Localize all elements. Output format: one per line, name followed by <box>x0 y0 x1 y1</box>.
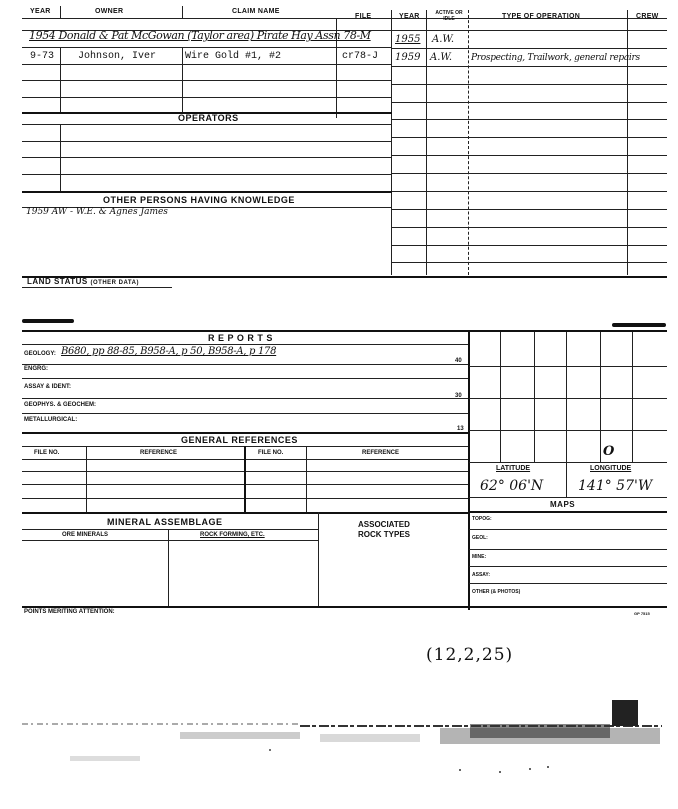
activity-row-1-year: 1955 <box>395 34 421 45</box>
maps-other-label: OTHER (& PHOTOS) <box>472 589 521 595</box>
activity-row-2-year: 1959 <box>395 52 421 63</box>
scan-mark-left <box>22 319 74 323</box>
metallurgical-label: METALLURGICAL: <box>24 417 78 423</box>
assay-ident-label: ASSAY & IDENT: <box>24 384 72 390</box>
col-header-year: YEAR <box>30 8 51 15</box>
owner-row-2-file: cr78-J <box>342 51 379 62</box>
rock-types-label: ROCK TYPES <box>358 530 411 539</box>
reports-number-40: 40 <box>455 358 462 364</box>
owner-row-1: 1954 Donald & Pat McGowan (Taylor area) Pirate Hay Assn 78-M <box>29 29 371 42</box>
col-header-active-idle: ACTIVE OR IDLE <box>435 10 463 22</box>
associated-label: ASSOCIATED <box>358 520 410 529</box>
longitude-label: LONGITUDE <box>590 465 632 472</box>
owner-row-2-year: 9-73 <box>30 51 55 62</box>
col-header-claim-name: CLAIM NAME <box>232 8 280 15</box>
maps-geol-label: GEOL: <box>472 535 488 541</box>
engrg-label: ENGRG: <box>24 366 48 372</box>
form-number: GP 7515 <box>634 611 650 616</box>
maps-topog-label: TOPOG: <box>472 516 492 522</box>
col-header-file: FILE <box>355 13 372 20</box>
other-persons-title: OTHER PERSONS HAVING KNOWLEDGE <box>103 195 295 205</box>
ore-minerals-label: ORE MINERALS <box>62 532 109 538</box>
ref-col-file-no-2: FILE NO. <box>258 450 284 456</box>
handwritten-note: (12,2,25) <box>426 645 514 665</box>
geology-label: GEOLOGY: <box>24 351 56 357</box>
activity-row-1-status: A.W. <box>432 34 455 45</box>
reports-title: R E P O R T S <box>208 333 273 343</box>
reports-number-30: 30 <box>455 393 462 399</box>
col-header-type-of-operation: TYPE OF OPERATION <box>502 13 581 20</box>
activity-row-2-status: A.W. <box>430 52 453 63</box>
reports-number-13: 13 <box>457 426 464 432</box>
points-meriting-attention: POINTS MERITING ATTENTION: <box>24 609 115 615</box>
ref-col-reference: REFERENCE <box>140 450 178 456</box>
maps-mine-label: MINE: <box>472 554 487 560</box>
scan-mark-right <box>612 323 666 327</box>
owner-row-2-owner: Johnson, Iver <box>78 51 157 62</box>
geology-value: B680, pp 88-85, B958-A, p 50, B958-A, p 178 <box>61 346 277 357</box>
latitude-label: LATITUDE <box>496 465 531 472</box>
col-header-year-right: YEAR <box>399 13 420 20</box>
maps-assay-label: ASSAY: <box>472 572 491 578</box>
scan-noise <box>0 690 678 800</box>
geophys-geochem-label: GEOPHYS. & GEOCHEM: <box>24 402 97 408</box>
maps-title: MAPS <box>550 500 576 509</box>
mineral-assemblage-title: MINERAL ASSEMBLAGE <box>107 517 223 527</box>
ref-col-file-no: FILE NO. <box>34 450 60 456</box>
location-marker: O <box>603 444 615 459</box>
longitude-value: 141° 57'W <box>578 478 653 494</box>
activity-row-2-operation: Prospecting, Trailwork, general repairs <box>471 53 640 63</box>
latitude-value: 62° 06'N <box>480 478 544 494</box>
owner-row-2-claim: Wire Gold #1, #2 <box>185 51 282 62</box>
col-header-crew: CREW <box>636 13 659 20</box>
land-status-title: LAND STATUS (OTHER DATA) <box>27 277 139 286</box>
col-header-owner: OWNER <box>95 8 124 15</box>
ref-col-reference-2: REFERENCE <box>362 450 400 456</box>
other-persons-entry: 1959 AW - W.E. & Agnes James <box>26 207 168 217</box>
general-references-title: GENERAL REFERENCES <box>181 435 298 445</box>
rock-forming-label: ROCK FORMING, ETC. <box>200 532 265 538</box>
operators-title: OPERATORS <box>178 113 239 123</box>
